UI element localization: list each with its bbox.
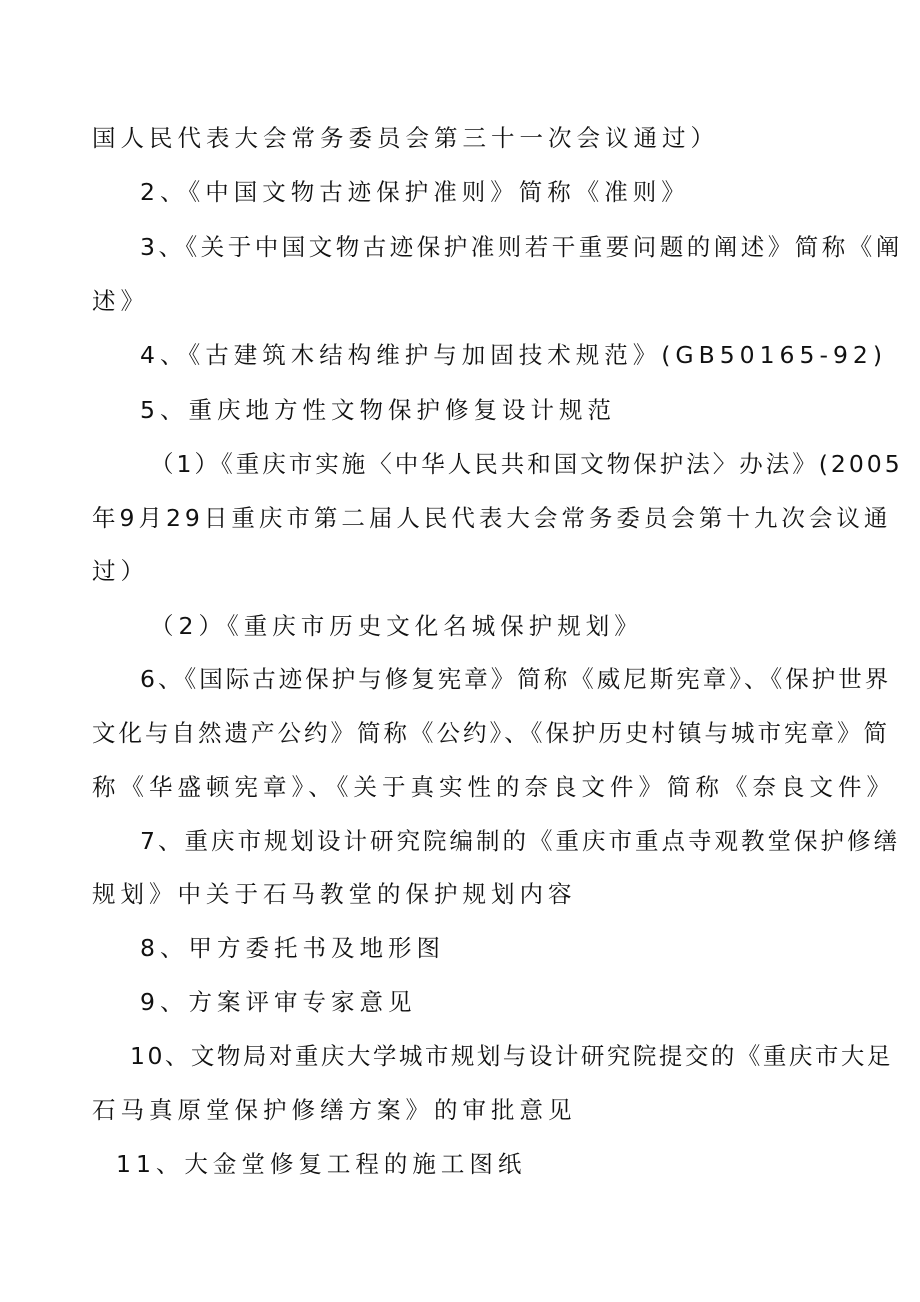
text-line: （1）《重庆市实施〈中华人民共和国文物保护法〉办法》(2005 bbox=[150, 450, 903, 478]
text-line: 称《华盛顿宪章》、《关于真实性的奈良文件》简称《奈良文件》 bbox=[92, 773, 895, 801]
text-line: 5、重庆地方性文物保护修复设计规范 bbox=[140, 396, 616, 424]
text-line: 规划》中关于石马教堂的保护规划内容 bbox=[92, 880, 577, 908]
text-line: 述》 bbox=[92, 287, 149, 315]
text-line: 9、方案评审专家意见 bbox=[140, 988, 417, 1016]
text-line: 11、大金堂修复工程的施工图纸 bbox=[116, 1150, 527, 1178]
text-line: 石马真原堂保护修缮方案》的审批意见 bbox=[92, 1096, 577, 1124]
text-line: 年9月29日重庆市第二届人民代表大会常务委员会第十九次会议通 bbox=[92, 504, 892, 532]
text-line: 4、《古建筑木结构维护与加固技术规范》(GB50165-92) bbox=[140, 341, 888, 369]
text-line: 3、《关于中国文物古迹保护准则若干重要问题的阐述》简称《阐 bbox=[140, 233, 903, 261]
text-line: 过） bbox=[92, 557, 149, 585]
text-line: 文化与自然遗产公约》简称《公约》、《保护历史村镇与城市宪章》简 bbox=[92, 719, 890, 747]
text-line: 7、重庆市规划设计研究院编制的《重庆市重点寺观教堂保护修缮 bbox=[140, 827, 900, 855]
text-line: （2）《重庆市历史文化名城保护规划》 bbox=[150, 612, 643, 640]
text-line: 2、《中国文物古迹保护准则》简称《准则》 bbox=[140, 178, 690, 206]
text-line: 6、《国际古迹保护与修复宪章》简称《威尼斯宪章》、《保护世界 bbox=[140, 665, 892, 693]
text-line: 8、甲方委托书及地形图 bbox=[140, 934, 445, 962]
text-line: 10、文物局对重庆大学城市规划与设计研究院提交的《重庆市大足 bbox=[130, 1042, 893, 1070]
text-line: 国人民代表大会常务委员会第三十一次会议通过） bbox=[92, 124, 719, 152]
